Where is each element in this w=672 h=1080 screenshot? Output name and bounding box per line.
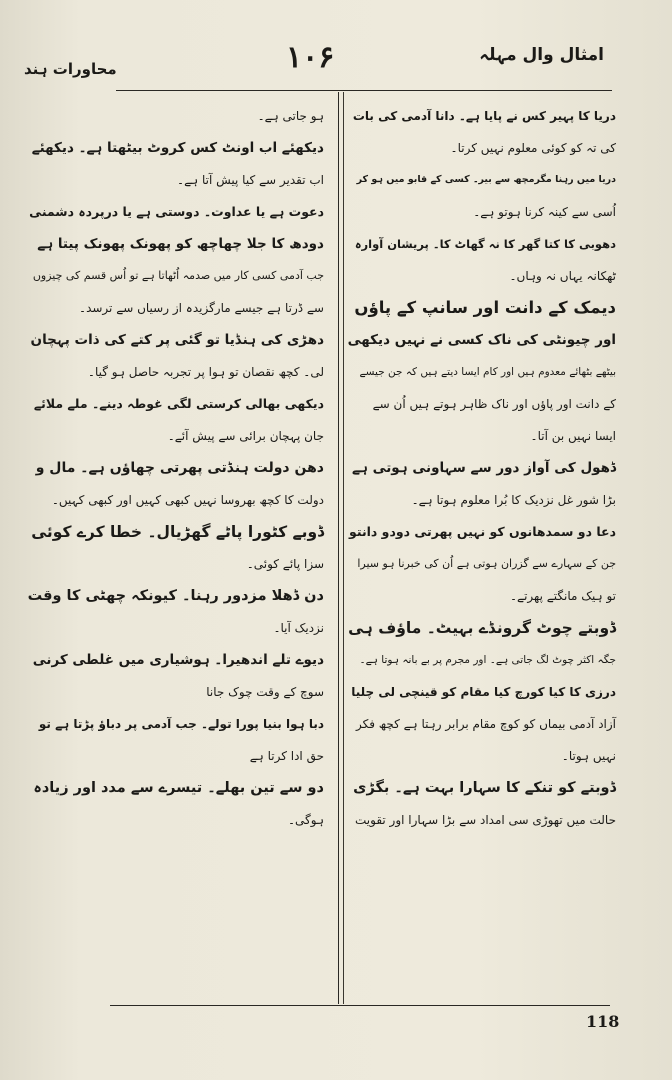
- explanation-line: حق ادا کرتا ہے: [249, 749, 324, 763]
- proverb-line: دودھ کا جلا چھاچھ کو پھونک پھونک پیتا ہے: [37, 236, 324, 252]
- proverb-line: دو سے تین بھلے۔ تیسرے سے مدد اور زیادہ: [33, 780, 324, 796]
- explanation-line: ایسا نہیں بن آتا۔: [530, 429, 616, 443]
- proverb-line: دیوے تلے اندھیرا۔ ہوشیاری میں غلطی کرنی: [32, 652, 324, 668]
- proverb-line: دھن دولت ہنڈتی پھرتی چھاؤں ہے۔ مال و: [35, 460, 324, 476]
- proverb-line: دیکھئے اب اونٹ کس کروٹ بیٹھتا ہے۔ دیکھئے: [31, 140, 324, 156]
- proverb-line: دعا دو سمدھانوں کو نہیں پھرتی دودو دانتو: [349, 524, 616, 539]
- proverb-line: دعوت ہے یا عداوت۔ دوستی ہے یا درپردہ دشمنی: [29, 204, 324, 219]
- explanation-line: سزا پائے کوئی۔: [246, 557, 324, 571]
- page-header: [0, 40, 672, 90]
- explanation-line: جگہ اکثر چوٹ لگ جاتی ہے۔ اور مجرم پر بے بانہ ہوتا ہے۔: [359, 654, 616, 666]
- explanation-line: نہیں ہوتا۔: [561, 749, 616, 763]
- explanation-line: کی تہ کو کوئی معلوم نہیں کرتا۔: [450, 141, 616, 155]
- explanation-line: بیٹھے بٹھائے معدوم ہیں اور کام ایسا دیتے ہیں کہ جن جیسے: [359, 366, 616, 378]
- proverb-line: ڈھول کی آواز دور سے سہاونی ہوتی ہے: [352, 460, 616, 476]
- running-title-right: امثال وال مہلہ: [479, 45, 604, 65]
- explanation-line: ہو جاتی ہے۔: [257, 109, 324, 123]
- proverb-line: درزی کا کیا کورچ کیا مقام کو قینچی لی چلیا: [351, 685, 616, 699]
- proverb-line: ڈوبتے کو تنکے کا سہارا بہت ہے۔ بگڑی: [353, 780, 616, 796]
- explanation-line: جب آدمی کسی کار میں صدمہ اُٹھاتا ہے تو اُس قسم کی چیزوں: [32, 269, 324, 282]
- column-divider: [338, 92, 339, 1004]
- proverb-line: دریا میں رہنا مگرمچھ سے بیر۔ کسی کے قابو میں ہو کر: [356, 174, 616, 185]
- proverb-line: دبا ہوا بنیا پورا تولے۔ جب آدمی پر دباؤ پڑتا ہے تو: [38, 717, 324, 731]
- proverb-line: دیمک کے دانت اور سانپ کے پاؤں: [354, 298, 616, 317]
- explanation-line: سے ڈرتا ہے جیسے مارگزیدہ از رسیاں سے ترسد۔: [79, 301, 324, 315]
- proverb-line: دھڑی کی ہنڈیا تو گئی پر کتے کی ذات پہچان: [30, 332, 324, 348]
- running-title-left: محاورات ہند: [24, 60, 117, 78]
- explanation-line: دولت کا کچھ بھروسا نہیں کبھی کہیں اور کبھی کہیں۔: [51, 493, 324, 507]
- explanation-line: حالت میں تھوڑی سی امداد سے بڑا سہارا اور تقویت: [355, 813, 616, 827]
- proverb-line: دن ڈھلا مزدور رہنا۔ کیونکہ چھٹی کا وقت: [27, 588, 324, 604]
- header-rule: [116, 90, 612, 91]
- explanation-line: آزاد آدمی بیماں کو کوچ مقام برابر رہتا ہے کچھ فکر: [355, 717, 616, 731]
- explanation-line: اُسی سے کینہ کرنا ہوتو ہے۔: [473, 205, 616, 219]
- left-column: [28, 100, 324, 836]
- proverb-line: اور چیونٹی کی ناک کسی نے نہیں دیکھی: [347, 332, 616, 348]
- explanation-line: لی۔ کچھ نقصان تو ہوا پر تجربہ حاصل ہو گیا۔: [87, 365, 324, 379]
- explanation-line: اب تقدیر سے کیا پیش آتا ہے۔: [177, 173, 324, 187]
- proverb-line: دریا کا پہیر کس نے پایا ہے۔ دانا آدمی کی بات: [352, 109, 616, 123]
- explanation-line: نزدیک آیا۔: [273, 621, 324, 635]
- explanation-line: ٹھکانہ یہاں نہ وہاں۔: [509, 269, 616, 283]
- explanation-line: جان پہچان برائی سے پیش آئے۔: [167, 429, 324, 443]
- page-number-top: ۱۰۶: [286, 40, 335, 75]
- explanation-line: ہوگی۔: [288, 813, 324, 827]
- proverb-line: دھوبی کا کتا گھر کا نہ گھاٹ کا۔ پریشان آوارہ: [354, 237, 616, 251]
- explanation-line: جن کے سہارے سے گزران ہوتی ہے اُن کی خبرنا ہو سیرا: [357, 557, 616, 570]
- proverb-line: دیکھی بھالی کرستی لگی غوطہ دینے۔ ملے ملائے: [33, 396, 324, 411]
- proverb-line: ڈوبتے چوٹ گرونڈے بہیٹ۔ ماؤف ہی: [348, 619, 616, 637]
- page-number-bottom: 118: [586, 1012, 620, 1031]
- explanation-line: بڑا شور غل نزدیک کا بُرا معلوم ہوتا ہے۔: [411, 493, 616, 507]
- explanation-line: تو ہیک مانگتے پھرتے۔: [510, 589, 616, 603]
- footer-rule: [110, 1005, 610, 1006]
- column-divider-inner: [343, 92, 344, 1004]
- proverb-line: ڈوبے کٹورا پاٹے گھڑیال۔ خطا کرے کوئی: [31, 523, 324, 541]
- explanation-line: سوچ کے وقت چوک جانا: [206, 685, 324, 699]
- explanation-line: کے دانت اور پاؤں اور ناک ظاہر ہوتے ہیں اُن سے: [372, 397, 616, 411]
- right-column: [348, 100, 616, 836]
